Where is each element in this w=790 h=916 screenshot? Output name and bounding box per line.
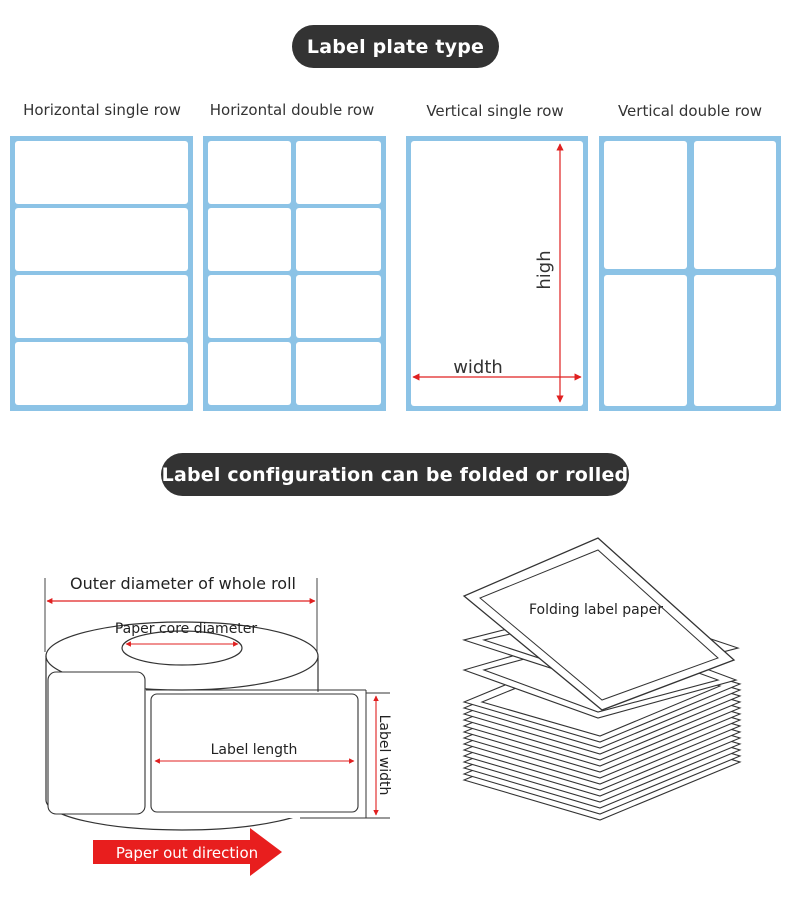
- high-label: high: [534, 250, 555, 290]
- label-cell: [694, 275, 776, 406]
- label-cell: [15, 342, 188, 405]
- label-cell: [208, 275, 291, 338]
- label-cell: [296, 141, 381, 204]
- outer-diameter-label: Outer diameter of whole roll: [70, 574, 296, 593]
- paper-out-direction-label: Paper out direction: [115, 844, 259, 862]
- core-diameter-label: Paper core diameter: [114, 621, 258, 637]
- plate-type-label-horizontal-double: Horizontal double row: [209, 101, 375, 119]
- label-cell: [296, 342, 381, 405]
- label-cell: [208, 342, 291, 405]
- label-cell: [208, 208, 291, 271]
- folded-label-paper-diagram: [440, 530, 760, 830]
- width-label: width: [453, 357, 503, 378]
- label-width-label: Label width: [376, 714, 392, 796]
- plate-vertical-double-row: [599, 136, 781, 411]
- plate-type-label-horizontal-single: Horizontal single row: [23, 101, 181, 119]
- plate-horizontal-double-row: [203, 136, 386, 411]
- folding-label-paper-text: Folding label paper: [528, 602, 664, 618]
- label-cell: [296, 208, 381, 271]
- label-cell: [296, 275, 381, 338]
- section-heading-plate-type: Label plate type: [292, 25, 499, 68]
- plate-type-label-vertical-double: Vertical double row: [617, 102, 763, 120]
- label-cell: [15, 275, 188, 338]
- label-cell: [208, 141, 291, 204]
- label-cell: [604, 275, 687, 406]
- label-cell: [604, 141, 687, 269]
- vertical-single-dimensions: [406, 136, 588, 411]
- label-cell: [15, 208, 188, 271]
- label-roll-diagram: [0, 560, 420, 890]
- label-cell: [694, 141, 776, 269]
- label-on-roll: [48, 672, 145, 814]
- plate-horizontal-single-row: [10, 136, 193, 411]
- label-length-label: Label length: [210, 742, 298, 758]
- plate-type-label-vertical-single: Vertical single row: [426, 102, 564, 120]
- label-cell: [15, 141, 188, 204]
- section-heading-configuration: Label configuration can be folded or rolled: [161, 453, 629, 496]
